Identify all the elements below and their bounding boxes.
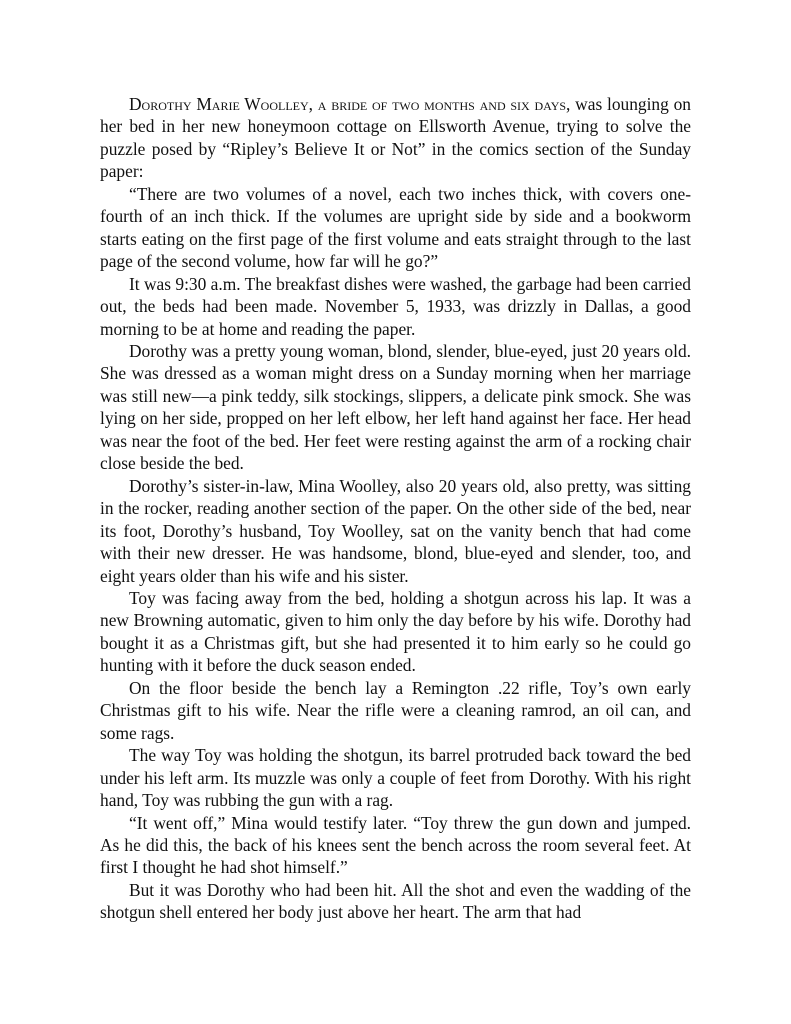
paragraph-text: was lounging on her bed in her new honeymoon cottage on Ellsworth Avenue, trying to solve the puzzle posed by “Ripley’s Believe It or Not” in the comics section of the Sunday paper: bbox=[100, 94, 691, 182]
paragraph: But it was Dorothy who had been hit. All the shot and even the wadding of the shotgun shell entered her body just above her heart. The arm that had bbox=[100, 879, 691, 923]
book-page-text bbox=[100, 93, 691, 924]
paragraph bbox=[100, 93, 691, 183]
paragraph: It was 9:30 a.m. The breakfast dishes were washed, the garbage had been carried out, the beds had been made. November 5, 1933, was drizzly in Dallas, a good morning to be at home and reading the paper. bbox=[100, 273, 691, 339]
paragraph: Dorothy’s sister-in-law, Mina Woolley, also 20 years old, also pretty, was sitting in the rocker, reading another section of the paper. On the other side of the bed, near its foot, Dorothy’s husband, Toy Woolley, sat on the vanity bench that had come with their new dresser. He was handsome, blond, blue-eyed and slender, too, and eight years older than his wife and his sister. bbox=[100, 475, 691, 586]
paragraph: The way Toy was holding the shotgun, its barrel protruded back toward the bed under his left arm. Its muzzle was only a couple of feet from Dorothy. With his right hand, Toy was rubbing the gun with a rag. bbox=[100, 745, 691, 811]
opening-small-caps: Dorothy Marie Woolley, a bride of two months and six days, bbox=[129, 94, 571, 114]
paragraph: “It went off,” Mina would testify later. “Toy threw the gun down and jumped. As he did this, the back of his knees sent the bench across the room several feet. At first I thought he had shot himself.” bbox=[100, 812, 691, 878]
paragraph: “There are two volumes of a novel, each two inches thick, with covers one-fourth of an inch thick. If the volumes are upright side by side and a bookworm starts eating on the first page of the first volume and eats straight through to the last page of the second volume, how far will he go?” bbox=[100, 183, 691, 272]
paragraph: Dorothy was a pretty young woman, blond, slender, blue-eyed, just 20 years old. She was dressed as a woman might dress on a Sunday morning when her marriage was still new—a pink teddy, silk stockings, slippers, a delicate pink smock. She was lying on her side, propped on her left elbow, her left hand against her face. Her head was near the foot of the bed. Her feet were resting against the arm of a rocking chair close beside the bed. bbox=[100, 340, 691, 474]
paragraph: Toy was facing away from the bed, holding a shotgun across his lap. It was a new Browning automatic, given to him only the day before by his wife. Dorothy had bought it as a Christmas gift, but she had presented it to him early so he could go hunting with it before the duck season ended. bbox=[100, 587, 691, 676]
paragraph: On the floor beside the bench lay a Remington .22 rifle, Toy’s own early Christmas gift to his wife. Near the rifle were a cleaning ramrod, an oil can, and some rags. bbox=[100, 677, 691, 743]
